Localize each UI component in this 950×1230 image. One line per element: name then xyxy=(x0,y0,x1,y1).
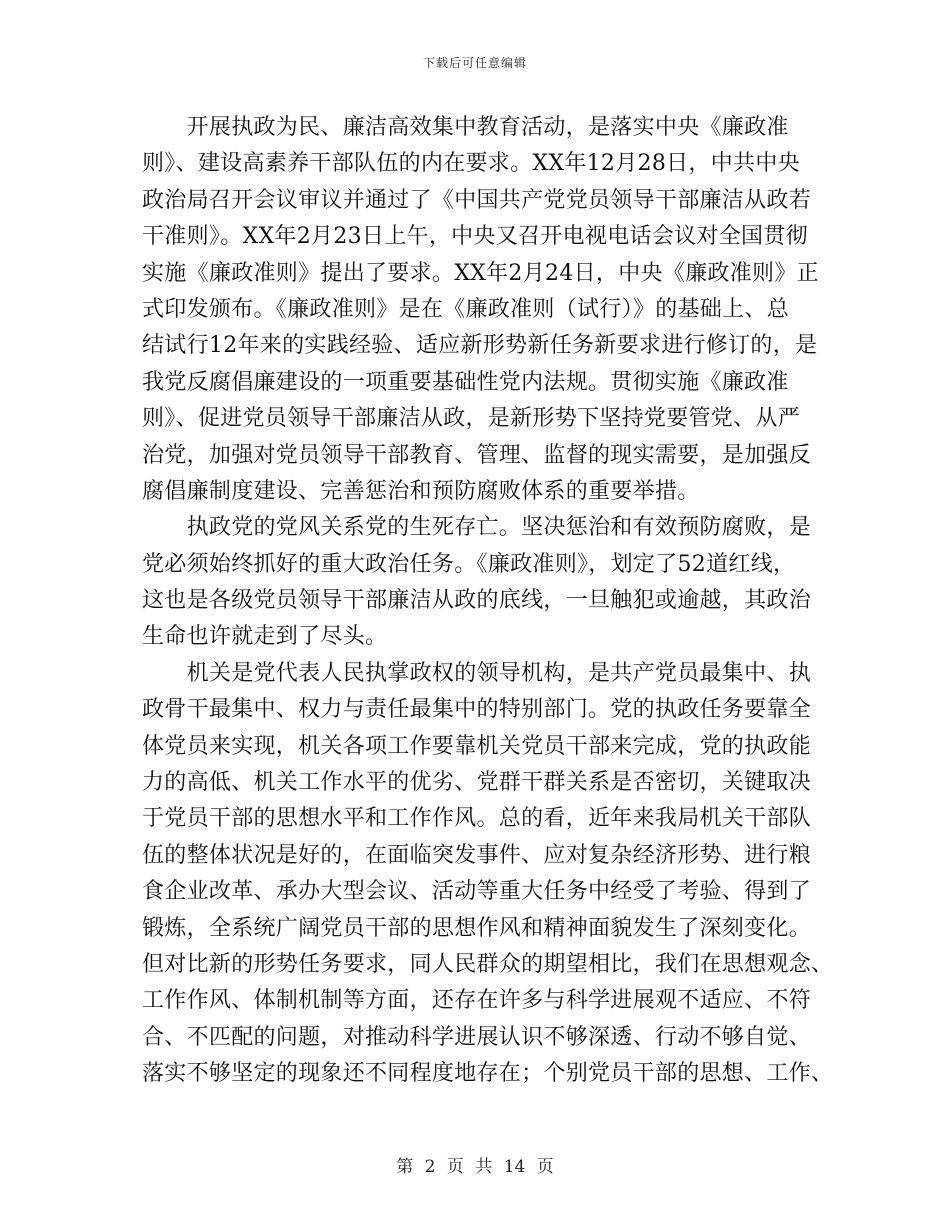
page-number: 第 2 页 共 14 页 xyxy=(396,1157,554,1177)
text-line: 工作作风、体制机制等方面，还存在许多与科学进展观不适应、不符 xyxy=(142,988,812,1014)
text-line: 政治局召开会议审议并通过了《中国共产党党员领导干部廉洁从政若 xyxy=(142,187,812,213)
text-line: 结试行12年来的实践经验、适应新形势新任务新要求进行修订的，是 xyxy=(142,333,818,359)
text-line: 政骨干最集中、权力与责任最集中的特别部门。党的执政任务要靠全 xyxy=(142,697,812,723)
text-line: 实施《廉政准则》提出了要求。XX年2月24日，中央《廉政准则》正 xyxy=(142,260,819,286)
text-line: 生命也许就走到了尽头。 xyxy=(142,624,388,650)
page-header: 下载后可任意编辑 xyxy=(422,56,527,70)
text-line: 治党，加强对党员领导干部教育、管理、监督的现实需要，是加强反 xyxy=(142,442,812,468)
text-line: 则》、促进党员领导干部廉洁从政，是新形势下坚持党要管党、从严 xyxy=(142,406,801,432)
text-line: 则》、建设高素养干部队伍的内在要求。XX年12月28日，中共中央 xyxy=(142,151,800,177)
text-line: 落实不够坚定的现象还不同程度地存在；个别党员干部的思想、工作、 xyxy=(142,1061,834,1087)
text-line: 腐倡廉制度建设、完善惩治和预防腐败体系的重要举措。 xyxy=(142,478,700,504)
text-line: 锻炼，全系统广阔党员干部的思想作风和精神面貌发生了深刻变化。 xyxy=(142,915,812,941)
text-line: 我党反腐倡廉建设的一项重要基础性党内法规。贯彻实施《廉政准 xyxy=(142,369,789,395)
text-line: 执政党的党风关系党的生死存亡。坚决惩治和有效预防腐败，是 xyxy=(142,515,812,541)
text-line: 于党员干部的思想水平和工作作风。总的看，近年来我局机关干部队 xyxy=(142,806,812,832)
text-line: 食企业改革、承办大型会议、活动等重大任务中经受了考验、得到了 xyxy=(142,879,812,905)
text-line: 伍的整体状况是好的，在面临突发事件、应对复杂经济形势、进行粮 xyxy=(142,842,812,868)
document-body xyxy=(142,110,834,1093)
text-line: 开展执政为民、廉洁高效集中教育活动，是落实中央《廉政准 xyxy=(142,115,789,140)
text-line: 这也是各级党员领导干部廉洁从政的底线，一旦触犯或逾越，其政治 xyxy=(142,588,812,614)
text-line: 式印发颁布。《廉政准则》是在《廉政准则（试行）》的基础上、总 xyxy=(142,296,790,322)
text-line: 力的高低、机关工作水平的优劣、党群干群关系是否密切，关键取决 xyxy=(142,770,812,796)
text-line: 体党员来实现，机关各项工作要靠机关党员干部来完成，党的执政能 xyxy=(142,733,812,759)
text-line: 干准则》。XX年2月23日上午，中央又召开电视电话会议对全国贯彻 xyxy=(142,224,808,250)
text-line: 机关是党代表人民执掌政权的领导机构，是共产党员最集中、执 xyxy=(142,660,812,686)
text-line: 党必须始终抓好的重大政治任务。《廉政准则》，划定了52道红线， xyxy=(142,551,796,577)
text-line: 合、不匹配的问题，对推动科学进展认识不够深透、行动不够自觉、 xyxy=(142,1024,812,1050)
text-line: 但对比新的形势任务要求，同人民群众的期望相比，我们在思想观念、 xyxy=(142,951,834,977)
